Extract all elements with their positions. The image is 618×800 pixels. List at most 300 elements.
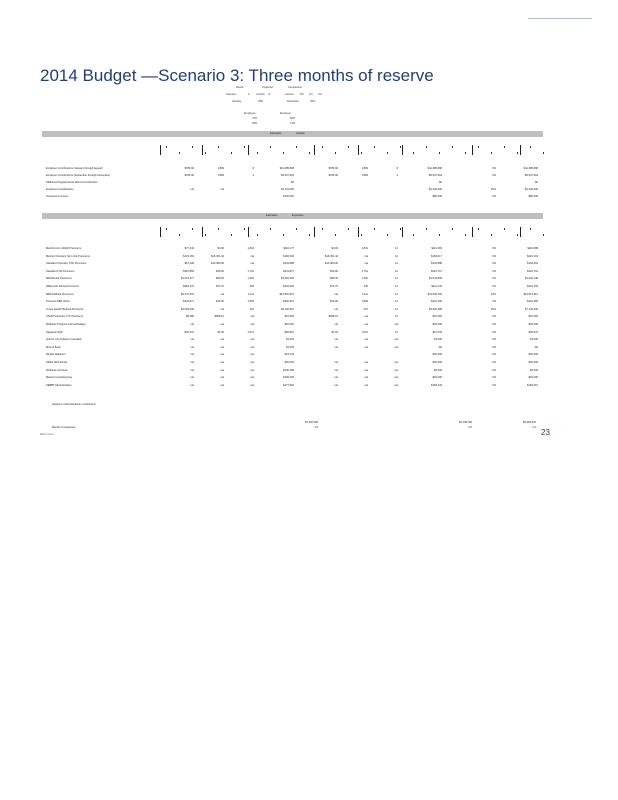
header-mark bbox=[517, 152, 518, 154]
header-mark bbox=[426, 146, 427, 148]
column-divider bbox=[202, 145, 203, 155]
cell-value: n/a bbox=[334, 345, 338, 349]
months-left: 4.0 bbox=[314, 426, 318, 429]
cell-value: $32,000 bbox=[528, 323, 538, 326]
header-text: 74% bbox=[290, 122, 296, 125]
cell-value: n/a bbox=[364, 383, 368, 387]
cell-value: $40,000 bbox=[284, 323, 294, 326]
cell-value: $10,480.00 bbox=[211, 262, 224, 266]
cell-value: 0% bbox=[492, 323, 496, 326]
cell-value: 1,481 bbox=[361, 277, 368, 281]
cell-value: 1,583 bbox=[361, 300, 368, 304]
cell-value: 10% bbox=[490, 307, 496, 311]
table-row bbox=[42, 194, 543, 200]
header-mark bbox=[205, 152, 206, 154]
cell-value: $1,000 bbox=[530, 338, 538, 342]
cell-value: $10,873,313 bbox=[523, 292, 538, 296]
cell-value: n/a bbox=[394, 383, 398, 387]
header-mark bbox=[179, 152, 180, 154]
table-row bbox=[42, 337, 543, 343]
cell-value: 0% bbox=[492, 368, 496, 372]
table-row bbox=[42, 173, 543, 179]
cell-value: $68.40 bbox=[216, 277, 224, 281]
months-right: 4.4 bbox=[532, 426, 536, 429]
cell-value: $0.00 bbox=[331, 247, 338, 250]
header-text: January bbox=[232, 100, 242, 103]
table-row bbox=[42, 269, 543, 275]
cell-value: $411,142 bbox=[431, 285, 442, 288]
column-divider bbox=[248, 145, 249, 155]
page-title: 2014 Budget —Scenario 3: Three months of reserve bbox=[40, 66, 434, 85]
header-mark bbox=[426, 228, 427, 230]
cell-value: 12 bbox=[395, 307, 398, 311]
column-divider bbox=[358, 227, 359, 237]
cell-value: $116,177 bbox=[283, 247, 294, 250]
table-row bbox=[42, 330, 543, 336]
cell-value: $5,100,510 bbox=[281, 307, 294, 311]
header-mark bbox=[348, 228, 349, 230]
cell-value: n/a bbox=[220, 323, 224, 326]
column-divider bbox=[520, 145, 521, 155]
cell-value: $838.10 bbox=[328, 315, 338, 319]
cell-value: 0% bbox=[492, 277, 496, 281]
cell-value: $30,000 bbox=[528, 361, 538, 364]
table-row bbox=[42, 261, 543, 267]
cell-value: $0 bbox=[439, 345, 442, 349]
cell-value: n/a bbox=[364, 345, 368, 349]
cell-value: $10,084 bbox=[432, 315, 442, 319]
table-row bbox=[42, 276, 543, 282]
column-divider bbox=[202, 227, 203, 237]
header-text: Comparison bbox=[288, 86, 302, 89]
cell-value: 0% bbox=[492, 195, 496, 198]
header-mark bbox=[452, 228, 453, 230]
row-label: Additional Supplemental District Contribution bbox=[46, 181, 98, 184]
header-mark bbox=[283, 152, 284, 154]
cell-value: n/a bbox=[394, 338, 398, 342]
cell-value: 1,883 bbox=[361, 167, 368, 170]
cell-value: 337 bbox=[363, 307, 368, 311]
cell-value: $183,667 bbox=[527, 383, 538, 387]
cell-value: n/a bbox=[334, 338, 338, 342]
header-mark bbox=[231, 234, 232, 236]
header-text: 5% bbox=[300, 93, 304, 96]
cell-value: 12 bbox=[395, 277, 398, 281]
cell-value: n/a bbox=[190, 368, 194, 372]
header-mark bbox=[530, 146, 531, 148]
cell-value: $11,000,193 bbox=[427, 292, 442, 296]
header-mark bbox=[322, 146, 323, 148]
cell-value: 0% bbox=[492, 376, 496, 380]
header-mark bbox=[231, 152, 232, 154]
header-mark bbox=[322, 228, 323, 230]
cell-value: 4 bbox=[252, 174, 254, 177]
column-divider bbox=[472, 145, 473, 155]
header-text: 80% bbox=[290, 117, 296, 120]
cell-value: 0% bbox=[492, 338, 496, 342]
cell-value: n/a bbox=[250, 368, 254, 372]
reserve-left: $7,600,086 bbox=[305, 421, 318, 424]
table-row bbox=[42, 180, 543, 186]
header-mark bbox=[491, 152, 492, 154]
table-row bbox=[42, 254, 543, 260]
cell-value: $32,000 bbox=[528, 376, 538, 380]
header-mark bbox=[166, 228, 167, 230]
header-mark bbox=[452, 146, 453, 148]
cell-value: $183,143 bbox=[431, 383, 442, 387]
cell-value: n/a bbox=[220, 307, 224, 311]
row-label: Wellness Program Internal Budget bbox=[46, 323, 86, 326]
cell-value: 1,513 bbox=[361, 330, 368, 334]
header-mark bbox=[491, 234, 492, 236]
row-label: Standard LTD Premiums bbox=[46, 269, 75, 273]
header-text: of bbox=[268, 93, 271, 96]
cell-value: $404,300 bbox=[283, 285, 294, 288]
admin-note-row bbox=[42, 402, 543, 408]
cell-value: n/a bbox=[250, 353, 254, 357]
cell-value: 1,583 bbox=[247, 300, 254, 304]
cell-value: $0 bbox=[535, 345, 538, 349]
header-text: Result bbox=[236, 86, 244, 89]
table-row bbox=[42, 166, 543, 172]
cell-value: n/a bbox=[220, 376, 224, 380]
header-mark bbox=[179, 234, 180, 236]
cell-value: $80,000 bbox=[432, 195, 442, 198]
cell-value: $43,133 bbox=[284, 353, 294, 357]
cell-value: $1,044,805 bbox=[429, 277, 442, 281]
cell-value: 0% bbox=[492, 383, 496, 387]
header-mark bbox=[361, 152, 362, 154]
header-mark bbox=[478, 228, 479, 230]
cell-value: 1,111 bbox=[361, 292, 368, 296]
cell-value: 0% bbox=[492, 254, 496, 258]
cell-value: $4,083,330 bbox=[181, 307, 194, 311]
cell-value: n/a bbox=[220, 383, 224, 387]
row-label: Nagelson EAP bbox=[46, 330, 63, 334]
header-mark bbox=[413, 234, 414, 236]
cell-value: $2,131,680 bbox=[281, 188, 294, 191]
column-divider bbox=[314, 145, 315, 155]
cell-value: $30.00 bbox=[216, 269, 224, 273]
header-text: 75% bbox=[252, 117, 258, 120]
cell-value: 10% bbox=[490, 292, 496, 296]
cell-value: $30,000 bbox=[528, 353, 538, 357]
header-mark bbox=[283, 234, 284, 236]
table-row bbox=[42, 383, 543, 389]
column-divider bbox=[160, 145, 161, 155]
cell-value: $30,000 bbox=[432, 361, 442, 364]
cell-value: n/a bbox=[334, 368, 338, 372]
cell-value: $431,767 bbox=[431, 269, 442, 273]
cell-value: n/a bbox=[220, 292, 224, 296]
header-mark bbox=[387, 152, 388, 154]
cell-value: n/a bbox=[190, 345, 194, 349]
cell-value: 0% bbox=[492, 285, 496, 288]
header-mark bbox=[348, 146, 349, 148]
header-text: months bbox=[256, 93, 265, 96]
header-mark bbox=[478, 146, 479, 148]
column-divider bbox=[358, 145, 359, 155]
cell-value: n/a bbox=[334, 307, 338, 311]
table-row bbox=[42, 284, 543, 290]
table-row bbox=[42, 368, 543, 374]
cell-value: $154,264 bbox=[527, 262, 538, 266]
header-mark bbox=[413, 152, 414, 154]
cell-value: n/a bbox=[394, 368, 398, 372]
header-mark bbox=[504, 146, 505, 148]
cell-value: 12 bbox=[395, 269, 398, 273]
cell-value: $431,703 bbox=[527, 285, 538, 288]
cell-value: $145,888 bbox=[431, 262, 442, 266]
months-label: Months of expenses bbox=[52, 426, 76, 429]
header-text: Projected bbox=[262, 86, 273, 89]
column-divider bbox=[520, 227, 521, 237]
cell-value: 0% bbox=[492, 345, 496, 349]
cell-value: $0 bbox=[439, 181, 442, 184]
column-header-ticks bbox=[42, 143, 543, 157]
cell-value: 1,791 bbox=[247, 269, 254, 273]
header-mark bbox=[400, 228, 401, 230]
cell-value: $8,380 bbox=[186, 315, 194, 319]
cell-value: 0% bbox=[492, 174, 496, 177]
page-number: 23 bbox=[541, 428, 550, 437]
cell-value: 1,883 bbox=[217, 167, 224, 170]
header-mark bbox=[296, 228, 297, 230]
cell-value: $9,137,601 bbox=[181, 292, 194, 296]
cell-value: 12 bbox=[395, 330, 398, 334]
table-row bbox=[42, 360, 543, 366]
cell-value: 337 bbox=[249, 307, 254, 311]
cell-value: 12 bbox=[395, 292, 398, 296]
cell-value: n/a bbox=[220, 368, 224, 372]
header-mark bbox=[374, 228, 375, 230]
header-mark bbox=[543, 152, 544, 154]
cell-value: n/a bbox=[250, 376, 254, 380]
cell-value: 0% bbox=[492, 315, 496, 319]
cell-value: 1,111 bbox=[247, 292, 254, 296]
header-mark bbox=[335, 234, 336, 236]
cell-value: $1.60 bbox=[217, 330, 224, 334]
cell-value: 0% bbox=[492, 330, 496, 334]
cell-value: n/a bbox=[364, 368, 368, 372]
row-label: MetLife Life / AD&D Premiums bbox=[46, 247, 82, 250]
row-label: MDSDental Premiums bbox=[46, 277, 72, 281]
cell-value: n/a bbox=[334, 361, 338, 364]
cell-value: n/a bbox=[250, 323, 254, 326]
months-mid: 3.0 bbox=[468, 426, 472, 429]
cell-value: $783.00 bbox=[184, 174, 194, 177]
cell-value: n/a bbox=[250, 338, 254, 342]
header-text: 65% bbox=[252, 122, 258, 125]
header-text: 3 bbox=[248, 93, 250, 96]
cell-value: $77,440 bbox=[184, 247, 194, 250]
row-label: Employer Contributions (January through August) bbox=[46, 167, 103, 170]
cell-value: n/a bbox=[364, 323, 368, 326]
header-text: Scenario bbox=[226, 93, 237, 96]
header-mark bbox=[439, 152, 440, 154]
cell-value: 12 bbox=[395, 262, 398, 266]
cell-value: n/a bbox=[220, 353, 224, 357]
header-mark bbox=[257, 234, 258, 236]
cell-value: 1,841 bbox=[361, 247, 368, 250]
table-row bbox=[42, 292, 543, 298]
header-mark bbox=[218, 228, 219, 230]
cell-value: n/a bbox=[334, 383, 338, 387]
header-mark bbox=[543, 234, 544, 236]
cell-value: 0% bbox=[492, 269, 496, 273]
header-mark bbox=[439, 234, 440, 236]
cell-value: $10,480.00 bbox=[325, 262, 338, 266]
row-label: Mind & Body bbox=[46, 345, 61, 349]
cell-value: n/a bbox=[190, 376, 194, 380]
column-header-ticks bbox=[42, 225, 543, 239]
cell-value: $1,000 bbox=[434, 338, 442, 342]
cell-value: $116,688 bbox=[527, 247, 538, 250]
cell-value: n/a bbox=[190, 338, 194, 342]
header-text: 4% bbox=[318, 93, 322, 96]
footer-label: Main Cam bbox=[40, 432, 54, 436]
top-accent-line bbox=[528, 18, 592, 19]
cell-value: $2,330,000 bbox=[429, 188, 442, 191]
cell-value: n/a bbox=[250, 383, 254, 387]
cell-value: $30.00 bbox=[330, 269, 338, 273]
cell-value: $11,385,808 bbox=[279, 167, 294, 170]
cell-value: $35,670 bbox=[528, 330, 538, 334]
cell-value: n/a bbox=[190, 383, 194, 387]
cell-value: $30,000 bbox=[432, 353, 442, 357]
cell-value: n/a bbox=[190, 188, 194, 191]
cell-value: 12 bbox=[395, 247, 398, 250]
row-label: Wellness Incentive bbox=[46, 368, 68, 372]
header-mark bbox=[387, 234, 388, 236]
column-divider bbox=[160, 227, 161, 237]
table-row bbox=[42, 352, 543, 358]
header-mark bbox=[192, 228, 193, 230]
table-row bbox=[42, 375, 543, 381]
row-label: Employer Contributions (September through December) bbox=[46, 174, 111, 177]
table-row bbox=[42, 299, 543, 305]
header-mark bbox=[530, 228, 531, 230]
cell-value: n/a bbox=[334, 376, 338, 380]
cell-value: $116,183 bbox=[431, 247, 442, 250]
cell-value: $16.30 bbox=[330, 300, 338, 304]
cell-value: 1,481 bbox=[247, 277, 254, 281]
cell-value: $5,607,904 bbox=[281, 174, 294, 177]
cell-value: $32,000 bbox=[432, 323, 442, 326]
cell-value: $100,000 bbox=[283, 195, 294, 198]
cell-value: n/a bbox=[394, 323, 398, 326]
cell-value: $350,367 bbox=[283, 300, 294, 304]
column-divider bbox=[472, 227, 473, 237]
reserve-right: $5,483,316 bbox=[523, 421, 536, 424]
header-mark bbox=[296, 146, 297, 148]
cell-value: n/a bbox=[394, 376, 398, 380]
cell-value: 12 bbox=[395, 285, 398, 288]
cell-value: $10,084 bbox=[284, 315, 294, 319]
cell-value: $74.70 bbox=[330, 285, 338, 288]
cell-value: $1,081,466 bbox=[281, 277, 294, 281]
row-label: UNUM Voluntary LTC Premiums bbox=[46, 315, 84, 319]
cell-value: n/a bbox=[190, 353, 194, 357]
header-mark bbox=[309, 234, 310, 236]
row-label: Standard Voluntary STD Premiums bbox=[46, 262, 87, 266]
row-label: Employee Contributions bbox=[46, 188, 74, 191]
header-mark bbox=[166, 146, 167, 148]
section-band-revenue bbox=[42, 131, 543, 137]
row-label: Group Health Medical Premiums bbox=[46, 307, 84, 311]
header-mark bbox=[400, 146, 401, 148]
cell-value: $1.62 bbox=[331, 330, 338, 334]
cell-value: n/a bbox=[364, 315, 368, 319]
cell-value: n/a bbox=[190, 323, 194, 326]
column-divider bbox=[314, 227, 315, 237]
cell-value: $401,300 bbox=[431, 300, 442, 304]
cell-value: 8 bbox=[252, 167, 254, 170]
header-mark bbox=[192, 146, 193, 148]
cell-value: n/a bbox=[250, 361, 254, 364]
cell-value: n/a bbox=[250, 254, 254, 258]
column-divider bbox=[402, 145, 403, 155]
band-label: Expenses bbox=[292, 214, 304, 217]
cell-value: $100,000 bbox=[283, 376, 294, 380]
cell-value: n/a bbox=[394, 345, 398, 349]
cell-value: $32,000 bbox=[432, 376, 442, 380]
header-text: 25% bbox=[310, 100, 316, 103]
cell-value: $67,428 bbox=[184, 262, 194, 266]
cell-value: n/a bbox=[220, 338, 224, 342]
row-label: MBA Medical Premiums bbox=[46, 292, 74, 296]
header-mark bbox=[465, 234, 466, 236]
header-mark bbox=[244, 228, 245, 230]
cell-value: 12 bbox=[395, 315, 398, 319]
cell-value: 1,883 bbox=[217, 174, 224, 177]
cell-value: 1,841 bbox=[247, 247, 254, 250]
table-row bbox=[42, 322, 543, 328]
band-label: Estimates bbox=[270, 132, 282, 135]
cell-value: n/a bbox=[220, 361, 224, 364]
band-label: Actuals bbox=[296, 132, 305, 135]
cell-value: $16,361.42 bbox=[325, 254, 338, 258]
header-mark bbox=[504, 228, 505, 230]
header-text: December bbox=[287, 100, 299, 103]
cell-value: n/a bbox=[334, 323, 338, 326]
cell-value: $16.30 bbox=[216, 300, 224, 304]
cell-value: $100,180 bbox=[283, 368, 294, 372]
header-text: Employer bbox=[280, 112, 291, 115]
row-label: Willamette Dental Premiums bbox=[46, 285, 79, 288]
cell-value: $160,000 bbox=[283, 254, 294, 258]
cell-value: $7,178,300 bbox=[525, 307, 538, 311]
cell-value: $383,173 bbox=[183, 285, 194, 288]
header-mark bbox=[361, 234, 362, 236]
cell-value: $1,678 bbox=[286, 345, 294, 349]
cell-value: $74.70 bbox=[216, 285, 224, 288]
header-mark bbox=[244, 146, 245, 148]
cell-value: $145,888 bbox=[283, 262, 294, 266]
cell-value: $11,385,808 bbox=[523, 167, 538, 170]
cell-value: 0% bbox=[492, 353, 496, 357]
cell-value: $5,607,904 bbox=[429, 174, 442, 177]
cell-value: $2,330,000 bbox=[525, 188, 538, 191]
header-text: 1% bbox=[309, 93, 313, 96]
cell-value: 435 bbox=[249, 285, 254, 288]
cell-value: $1,000 bbox=[286, 338, 294, 342]
cell-value: 0% bbox=[492, 300, 496, 304]
header-mark bbox=[374, 146, 375, 148]
row-label: Premera MBA Vision bbox=[46, 300, 70, 304]
cell-value: $0 bbox=[291, 181, 294, 184]
cell-value: $0.00 bbox=[217, 247, 224, 250]
